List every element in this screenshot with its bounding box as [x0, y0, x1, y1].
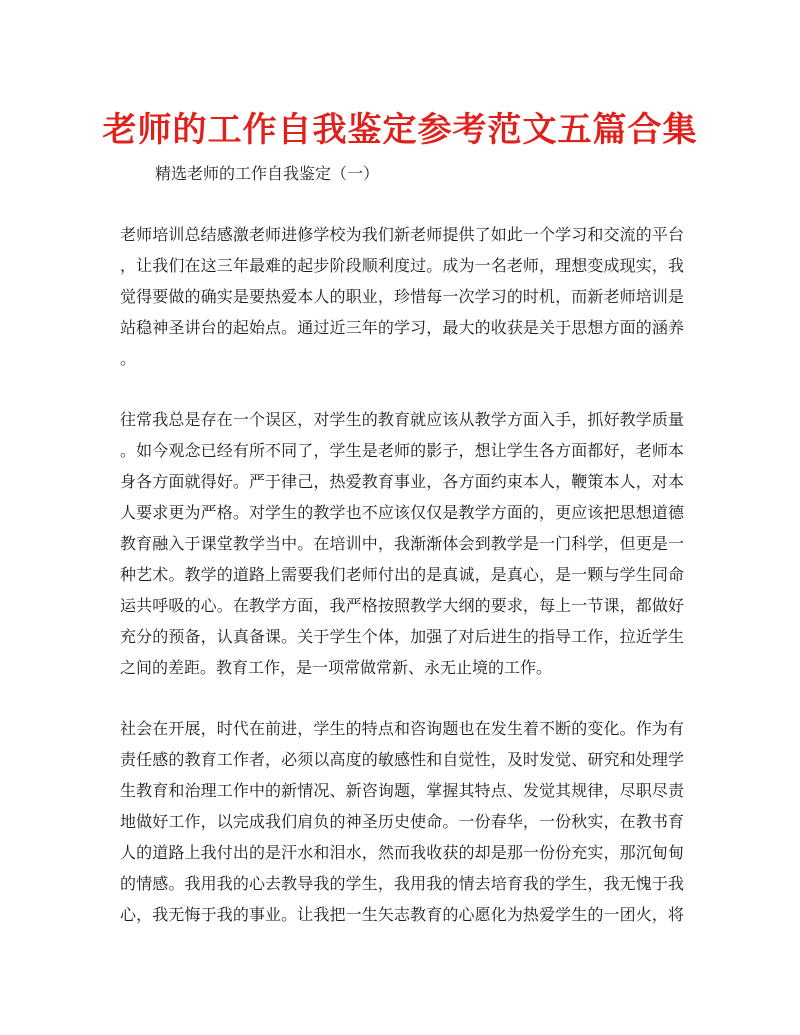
paragraph-line: 老师培训总结感激老师进修学校为我们新老师提供了如此一个学习和交流的平台 — [120, 225, 684, 244]
paragraph-line: ，让我们在这三年最难的起步阶段顺利度过。成为一名老师，理想变成现实，我 — [120, 256, 684, 275]
paragraph-line: 生教育和治理工作中的新情况、新咨询题，掌握其特点、发觉其规律，尽职尽责 — [120, 781, 684, 800]
paragraph-line: 运共呼吸的心。在教学方面，我严格按照教学大纲的要求，每上一节课，都做好 — [120, 596, 684, 615]
paragraph-line: 地做好工作，以完成我们肩负的神圣历史使命。一份春华，一份秋实，在教书育 — [120, 812, 684, 831]
paragraph-line: 充分的预备，认真备课。关于学生个体，加强了对后进生的指导工作，拉近学生 — [120, 627, 684, 646]
paragraph-line: 的情感。我用我的心去教导我的学生，我用我的情去培育我的学生，我无愧于我 — [120, 874, 684, 893]
paragraph-line: 往常我总是存在一个误区，对学生的教育就应该从教学方面入手，抓好教学质量 — [120, 410, 684, 429]
paragraph-line: 责任感的教育工作者，必须以高度的敏感性和自觉性，及时发觉、研究和处理学 — [120, 750, 684, 769]
paragraph-2 — [120, 404, 684, 683]
paragraph-line: 人的道路上我付出的是汗水和泪水，然而我收获的却是那一份份充实，那沉甸甸 — [120, 843, 684, 862]
paragraph-line: 教育融入于课堂教学当中。在培训中，我渐渐体会到教学是一门科学，但更是一 — [120, 534, 684, 553]
section-subtitle: 精选老师的工作自我鉴定（一） — [155, 164, 380, 183]
paragraph-line: 种艺术。教学的道路上需要我们老师付出的是真诚，是真心，是一颗与学生同命 — [120, 565, 684, 584]
paragraph-line: 身各方面就得好。严于律己，热爱教育事业，各方面约束本人，鞭策本人，对本 — [120, 472, 684, 491]
paragraph-line: 站稳神圣讲台的起始点。通过近三年的学习，最大的收获是关于思想方面的涵养 — [120, 318, 684, 337]
paragraph-line: 社会在开展，时代在前进，学生的特点和咨询题也在发生着不断的变化。作为有 — [120, 719, 684, 738]
paragraph-line: 心，我无悔于我的事业。让我把一生矢志教育的心愿化为热爱学生的一团火，将 — [120, 905, 684, 924]
paragraph-line: 之间的差距。教育工作，是一项常做常新、永无止境的工作。 — [120, 658, 553, 677]
document-title: 老师的工作自我鉴定参考范文五篇合集 — [102, 110, 698, 150]
paragraph-line: 。如今观念已经有所不同了，学生是老师的影子，想让学生各方面都好，老师本 — [120, 441, 684, 460]
paragraph-line: 人要求更为严格。对学生的教学也不应该仅仅是教学方面的，更应该把思想道德 — [120, 503, 684, 522]
paragraph-line: 。 — [120, 349, 137, 368]
paragraph-3 — [120, 713, 684, 930]
paragraph-line: 觉得要做的确实是要热爱本人的职业，珍惜每一次学习的时机，而新老师培训是 — [120, 287, 684, 306]
paragraph-1 — [120, 219, 684, 374]
